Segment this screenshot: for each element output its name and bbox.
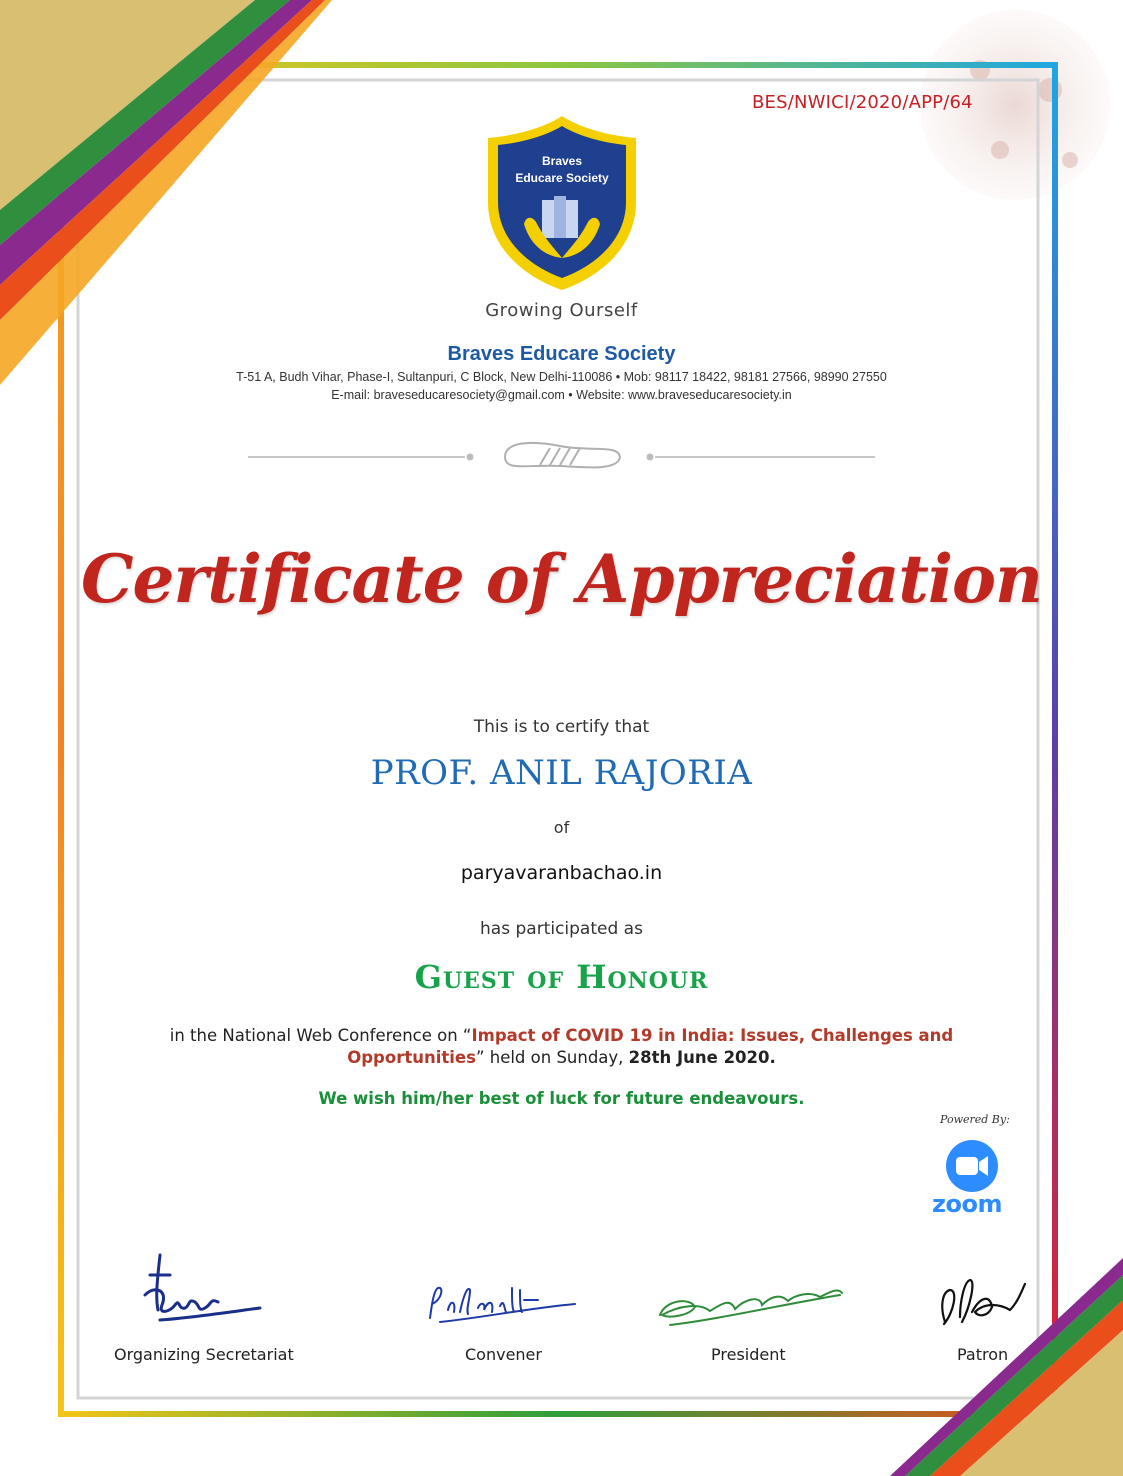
organization-name: Braves Educare Society — [447, 343, 676, 365]
logo-text-line2: Educare Society — [515, 171, 609, 185]
wish-line: We wish him/her best of luck for future endeavours. — [318, 1089, 805, 1108]
tagline: Growing Ourself — [485, 300, 638, 321]
participated-line: has participated as — [480, 919, 643, 939]
organization-address: T-51 A, Budh Vihar, Phase-I, Sultanpuri, C Block, New Delhi-110086 • Mob: 98117 18422, 98181 27566, 98990 27550 — [236, 370, 887, 384]
shield-logo-icon — [484, 112, 640, 294]
ornamental-divider — [248, 443, 875, 468]
signatory-organizing-secretariat: Organizing Secretariat — [114, 1345, 294, 1364]
signature-patron — [930, 1272, 1040, 1342]
signatory-patron: Patron — [957, 1345, 1009, 1364]
signature-organizing-secretariat — [140, 1250, 270, 1330]
certify-line: This is to certify that — [473, 717, 650, 737]
recipient-affiliation: paryavaranbachao.in — [460, 862, 663, 884]
conference-topic-part2: Opportunities — [347, 1048, 476, 1067]
recipient-name: PROF. ANIL RAJORIA — [370, 753, 753, 793]
participation-role: Guest of Honour — [414, 958, 709, 996]
conference-mid: ” held on Sunday, — [475, 1048, 629, 1067]
conference-prefix: in the National Web Conference on “ — [169, 1026, 472, 1045]
signature-convener — [420, 1278, 585, 1333]
corner-decoration-top-left — [0, 0, 332, 385]
logo-text-line1: Braves — [541, 154, 583, 168]
zoom-logo-icon — [945, 1139, 999, 1193]
of-line: of — [553, 818, 570, 837]
signatory-president: President — [711, 1345, 786, 1364]
reference-number: BES/NWICI/2020/APP/64 — [752, 92, 973, 113]
signatory-convener: Convener — [465, 1345, 542, 1364]
signature-president — [650, 1275, 850, 1335]
conference-topic-part1: Impact of COVID 19 in India: Issues, Challenges and — [471, 1026, 954, 1045]
conference-date: 28th June 2020. — [628, 1048, 776, 1067]
organization-contact: E-mail: braveseducaresociety@gmail.com • Website: www.braveseducaresociety.in — [331, 388, 792, 402]
conference-description — [0, 1025, 1123, 1069]
certificate-title: Certificate of Appreciation — [81, 540, 1042, 618]
powered-by-label: Powered By: — [940, 1113, 1010, 1126]
zoom-brand: zoom — [932, 1190, 1002, 1218]
